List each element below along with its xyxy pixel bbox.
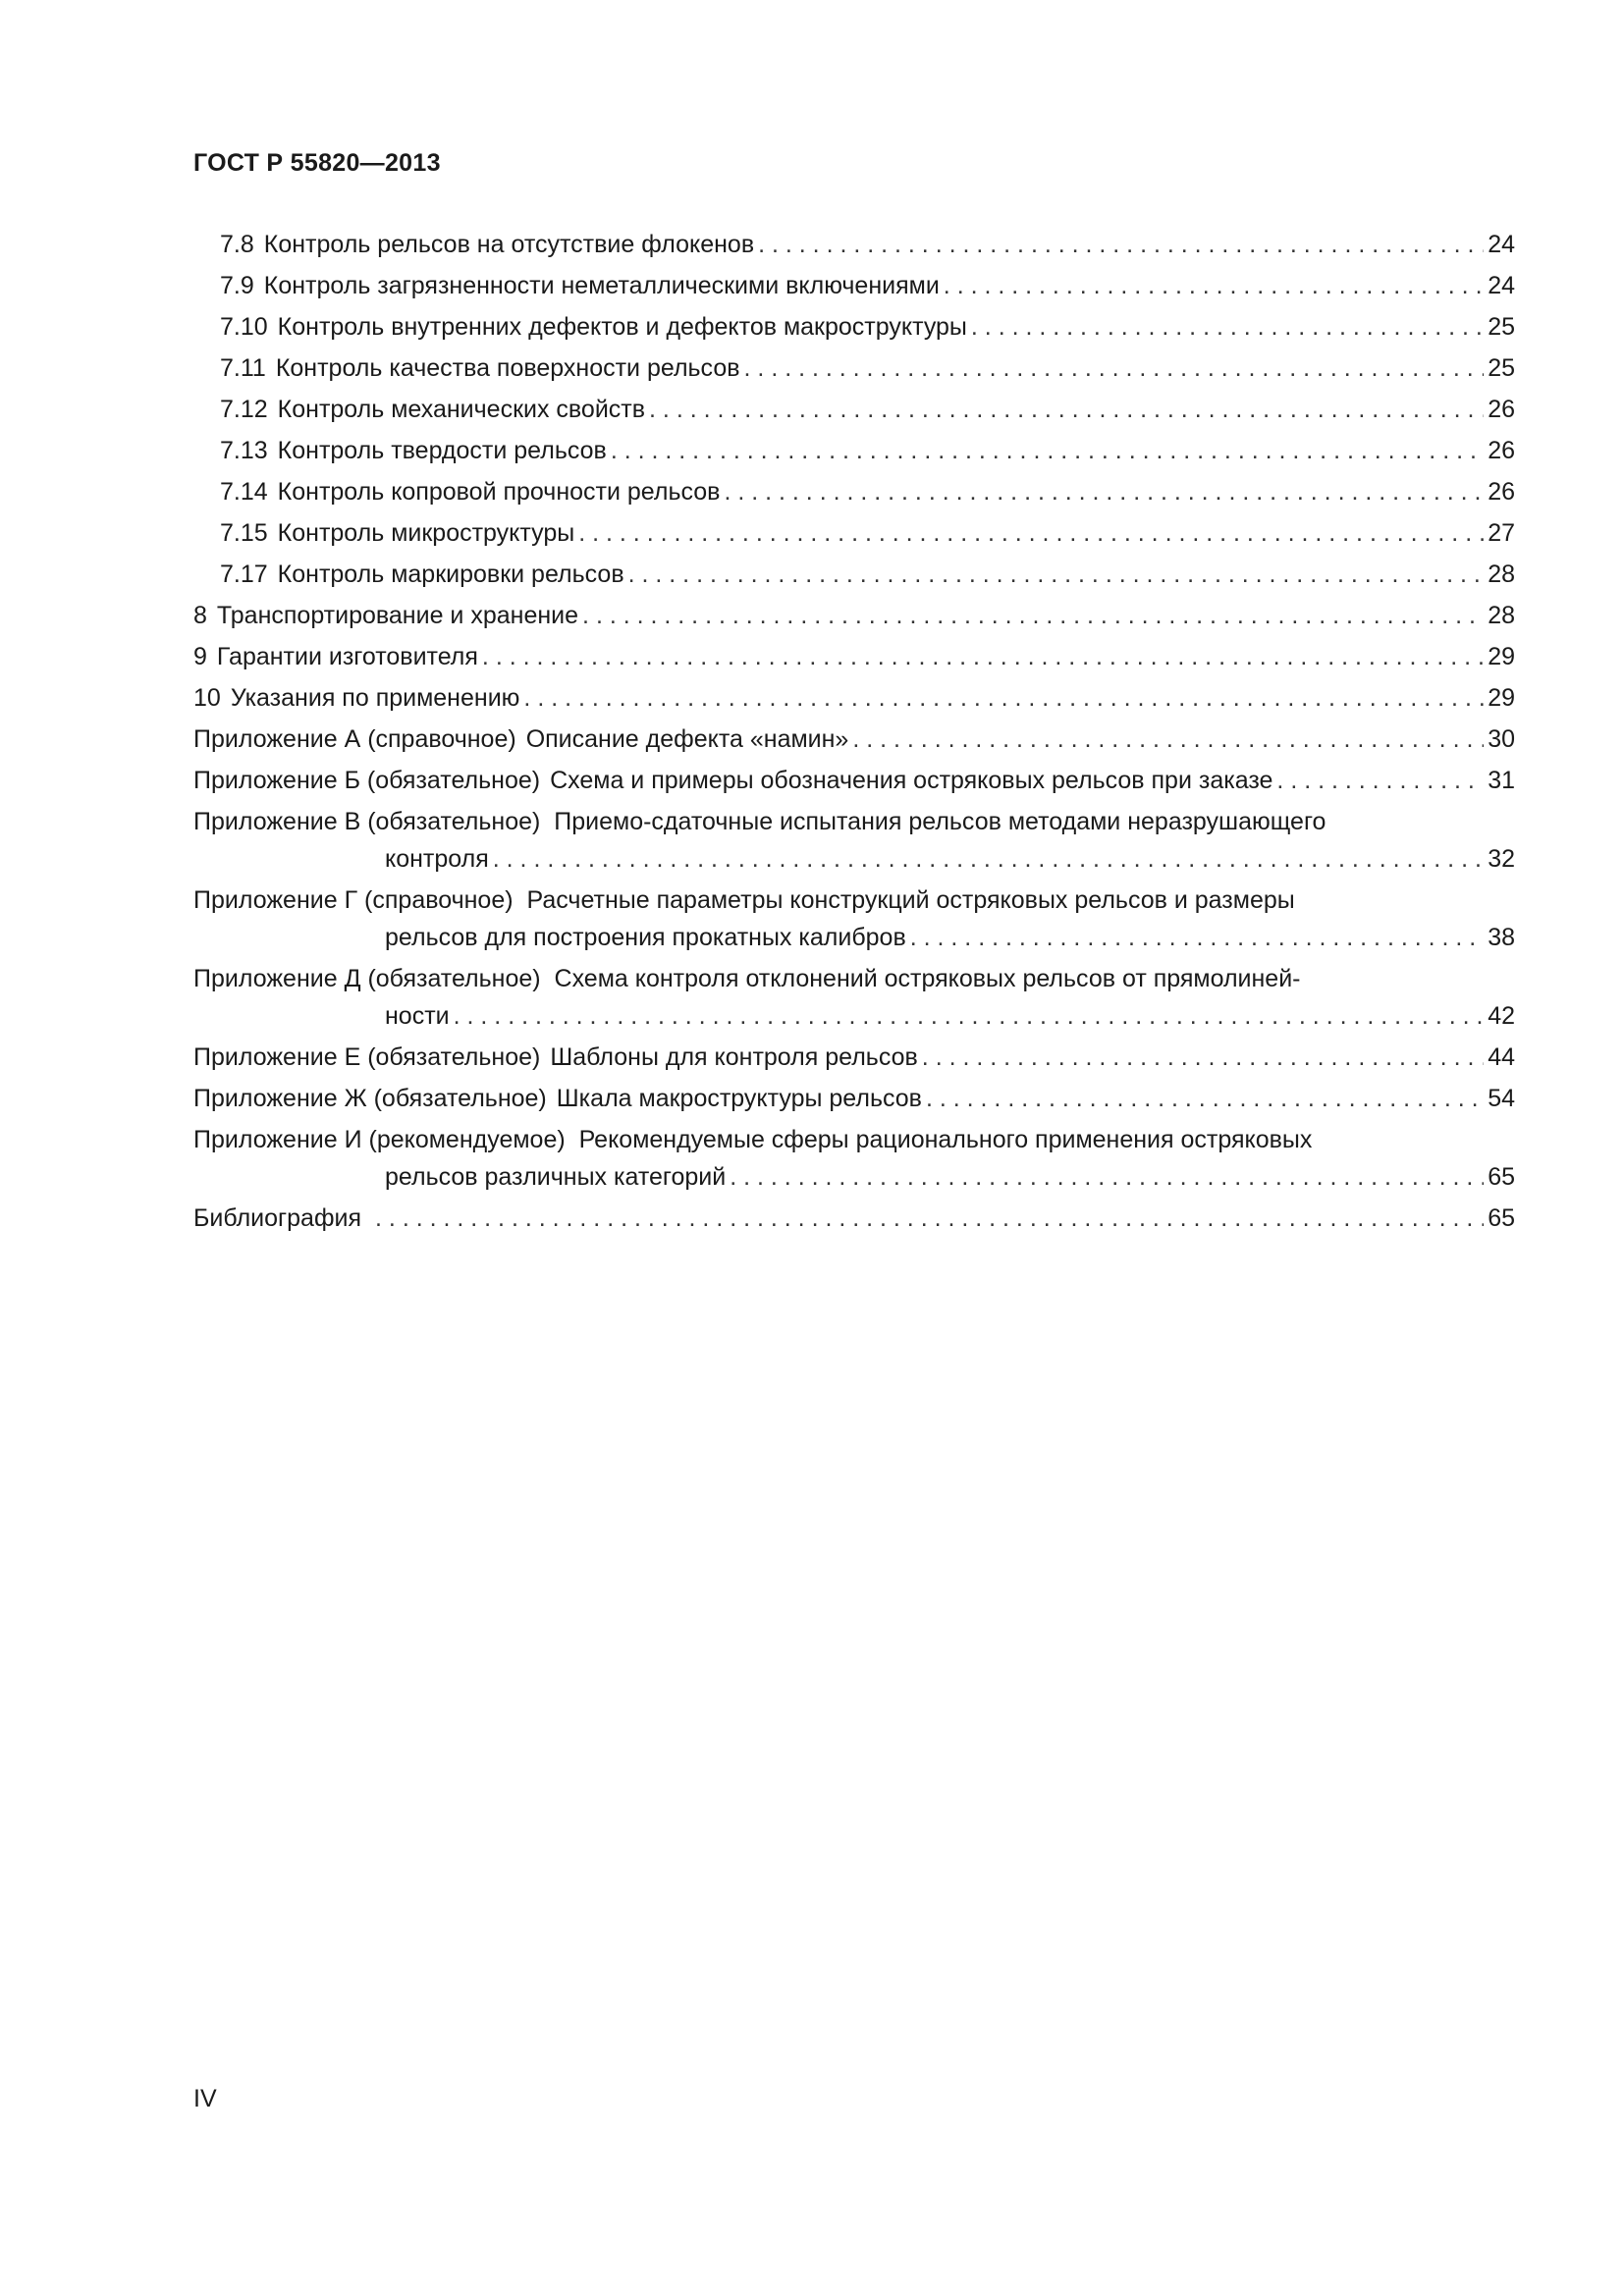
toc-entry-title: Указания по применению bbox=[230, 684, 520, 712]
toc-entry-title: Контроль рельсов на отсутствие флокенов bbox=[263, 231, 755, 258]
toc-entry-title: Контроль маркировки рельсов bbox=[277, 561, 624, 588]
toc-entry-title: Схема контроля отклонений остряковых рельсов от прямолиней- bbox=[554, 965, 1301, 992]
toc-entry[interactable] bbox=[193, 432, 1515, 469]
toc-entry-title: Контроль твердости рельсов bbox=[277, 437, 607, 464]
dot-leader bbox=[375, 1200, 1484, 1237]
toc-entry-title-continued: ности bbox=[385, 1002, 450, 1030]
toc-entry[interactable] bbox=[193, 597, 1515, 634]
toc-entry-number: Приложение И (рекомендуемое) bbox=[193, 1126, 566, 1153]
toc-entry-first-line bbox=[193, 960, 1515, 997]
toc-entry-number: Приложение В (обязательное) bbox=[193, 808, 541, 835]
toc-entry-number: 7.14 bbox=[220, 478, 268, 506]
dot-leader bbox=[611, 432, 1484, 469]
toc-entry-number: 7.15 bbox=[220, 519, 268, 547]
toc-entry[interactable] bbox=[193, 679, 1515, 717]
dot-leader bbox=[744, 349, 1485, 387]
toc-entry-page: 27 bbox=[1488, 519, 1515, 547]
toc-entry[interactable] bbox=[193, 473, 1515, 510]
table-of-contents bbox=[193, 226, 1515, 1241]
toc-entry-number: 7.12 bbox=[220, 396, 268, 423]
toc-entry-title: Контроль внутренних дефектов и дефектов макроструктуры bbox=[277, 313, 967, 341]
toc-entry-number: Приложение Ж (обязательное) bbox=[193, 1085, 547, 1112]
toc-entry-page: 54 bbox=[1488, 1085, 1515, 1112]
toc-entry-number: Приложение Г (справочное) bbox=[193, 886, 514, 914]
toc-entry-title: Рекомендуемые сферы рационального применения остряковых bbox=[578, 1126, 1313, 1153]
toc-entry-number: Приложение А (справочное) bbox=[193, 725, 516, 753]
toc-entry-page: 29 bbox=[1488, 643, 1515, 670]
toc-entry-title: Транспортирование и хранение bbox=[216, 602, 579, 629]
toc-entry-title: Приемо-сдаточные испытания рельсов методами неразрушающего bbox=[554, 808, 1326, 835]
dot-leader bbox=[523, 679, 1484, 717]
toc-entry[interactable] bbox=[193, 391, 1515, 428]
toc-entry-number: Библиография bbox=[193, 1204, 362, 1232]
toc-entry-title: Контроль качества поверхности рельсов bbox=[275, 354, 740, 382]
toc-entry-first-line bbox=[193, 1121, 1515, 1158]
toc-entry-number: 7.8 bbox=[220, 231, 254, 258]
dot-leader bbox=[454, 997, 1485, 1035]
toc-entry-appendix[interactable] bbox=[193, 803, 1515, 878]
toc-entry-page: 42 bbox=[1488, 1002, 1515, 1030]
toc-entry-number: 10 bbox=[193, 684, 221, 712]
toc-entry-page: 25 bbox=[1488, 313, 1515, 341]
toc-entry-title: Шаблоны для контроля рельсов bbox=[550, 1043, 918, 1071]
toc-entry-page: 29 bbox=[1488, 684, 1515, 712]
toc-entry-appendix[interactable] bbox=[193, 762, 1515, 799]
toc-entry-page: 65 bbox=[1488, 1204, 1515, 1232]
dot-leader bbox=[578, 514, 1484, 552]
toc-entry-page: 26 bbox=[1488, 437, 1515, 464]
toc-entry-number: 7.17 bbox=[220, 561, 268, 588]
dot-leader bbox=[926, 1080, 1484, 1117]
toc-entry-first-line bbox=[193, 881, 1515, 919]
dot-leader bbox=[628, 556, 1485, 593]
toc-entry-page: 25 bbox=[1488, 354, 1515, 382]
dot-leader bbox=[1276, 762, 1484, 799]
toc-entry-title: Контроль микроструктуры bbox=[277, 519, 575, 547]
toc-entry-appendix[interactable] bbox=[193, 1039, 1515, 1076]
toc-entry-title-continued: рельсов различных категорий bbox=[385, 1163, 727, 1191]
toc-entry-bibliography[interactable] bbox=[193, 1200, 1515, 1237]
toc-entry-number: 7.10 bbox=[220, 313, 268, 341]
toc-entry-number: 9 bbox=[193, 643, 207, 670]
toc-entry-title-continued: контроля bbox=[385, 845, 489, 873]
toc-entry-title: Контроль копровой прочности рельсов bbox=[277, 478, 721, 506]
dot-leader bbox=[724, 473, 1484, 510]
toc-entry-title: Описание дефекта «намин» bbox=[525, 725, 849, 753]
dot-leader bbox=[971, 308, 1484, 346]
dot-leader bbox=[582, 597, 1484, 634]
toc-entry-number: Приложение Б (обязательное) bbox=[193, 767, 541, 794]
toc-entry[interactable] bbox=[193, 308, 1515, 346]
toc-entry-second-line bbox=[193, 840, 1515, 878]
toc-entry-title: Шкала макроструктуры рельсов bbox=[556, 1085, 922, 1112]
dot-leader bbox=[922, 1039, 1484, 1076]
toc-entry-page: 28 bbox=[1488, 561, 1515, 588]
toc-entry-page: 44 bbox=[1488, 1043, 1515, 1071]
toc-entry-second-line bbox=[193, 997, 1515, 1035]
toc-entry[interactable] bbox=[193, 638, 1515, 675]
toc-entry[interactable] bbox=[193, 514, 1515, 552]
toc-entry-appendix[interactable] bbox=[193, 881, 1515, 956]
page-number: IV bbox=[193, 2085, 217, 2112]
dot-leader bbox=[910, 919, 1484, 956]
toc-entry[interactable] bbox=[193, 349, 1515, 387]
toc-entry[interactable] bbox=[193, 267, 1515, 304]
toc-entry[interactable] bbox=[193, 226, 1515, 263]
toc-entry-appendix[interactable] bbox=[193, 1121, 1515, 1196]
toc-entry-second-line bbox=[193, 919, 1515, 956]
toc-entry-number: Приложение Д (обязательное) bbox=[193, 965, 541, 992]
toc-entry-appendix[interactable] bbox=[193, 1080, 1515, 1117]
toc-entry-title-continued: рельсов для построения прокатных калибров bbox=[385, 924, 906, 951]
toc-entry-page: 24 bbox=[1488, 231, 1515, 258]
dot-leader bbox=[758, 226, 1484, 263]
toc-entry-page: 28 bbox=[1488, 602, 1515, 629]
toc-entry-page: 38 bbox=[1488, 924, 1515, 951]
dot-leader bbox=[944, 267, 1484, 304]
toc-entry-page: 26 bbox=[1488, 478, 1515, 506]
toc-entry-appendix[interactable] bbox=[193, 960, 1515, 1035]
toc-entry-title: Контроль механических свойств bbox=[277, 396, 646, 423]
toc-entry-second-line bbox=[193, 1158, 1515, 1196]
dot-leader bbox=[730, 1158, 1484, 1196]
dot-leader bbox=[852, 721, 1484, 758]
toc-entry-number: Приложение Е (обязательное) bbox=[193, 1043, 541, 1071]
toc-entry-page: 26 bbox=[1488, 396, 1515, 423]
toc-entry-number: 7.13 bbox=[220, 437, 268, 464]
toc-entry-appendix[interactable] bbox=[193, 721, 1515, 758]
document-header: ГОСТ Р 55820—2013 bbox=[193, 149, 441, 177]
toc-entry-title: Гарантии изготовителя bbox=[216, 643, 478, 670]
toc-entry-page: 24 bbox=[1488, 272, 1515, 299]
toc-entry-number: 7.11 bbox=[220, 354, 266, 382]
toc-entry-number: 8 bbox=[193, 602, 207, 629]
toc-entry-number: 7.9 bbox=[220, 272, 254, 299]
dot-leader bbox=[493, 840, 1484, 878]
toc-entry[interactable] bbox=[193, 556, 1515, 593]
toc-entry-title: Расчетные параметры конструкций остряковых рельсов и размеры bbox=[526, 886, 1295, 914]
toc-entry-page: 32 bbox=[1488, 845, 1515, 873]
toc-entry-page: 65 bbox=[1488, 1163, 1515, 1191]
toc-entry-first-line bbox=[193, 803, 1515, 840]
toc-entry-page: 31 bbox=[1488, 767, 1515, 794]
dot-leader bbox=[649, 391, 1484, 428]
toc-entry-page: 30 bbox=[1488, 725, 1515, 753]
toc-entry-title: Схема и примеры обозначения остряковых рельсов при заказе bbox=[550, 767, 1273, 794]
dot-leader bbox=[482, 638, 1484, 675]
toc-entry-title: Контроль загрязненности неметаллическими включениями bbox=[263, 272, 940, 299]
